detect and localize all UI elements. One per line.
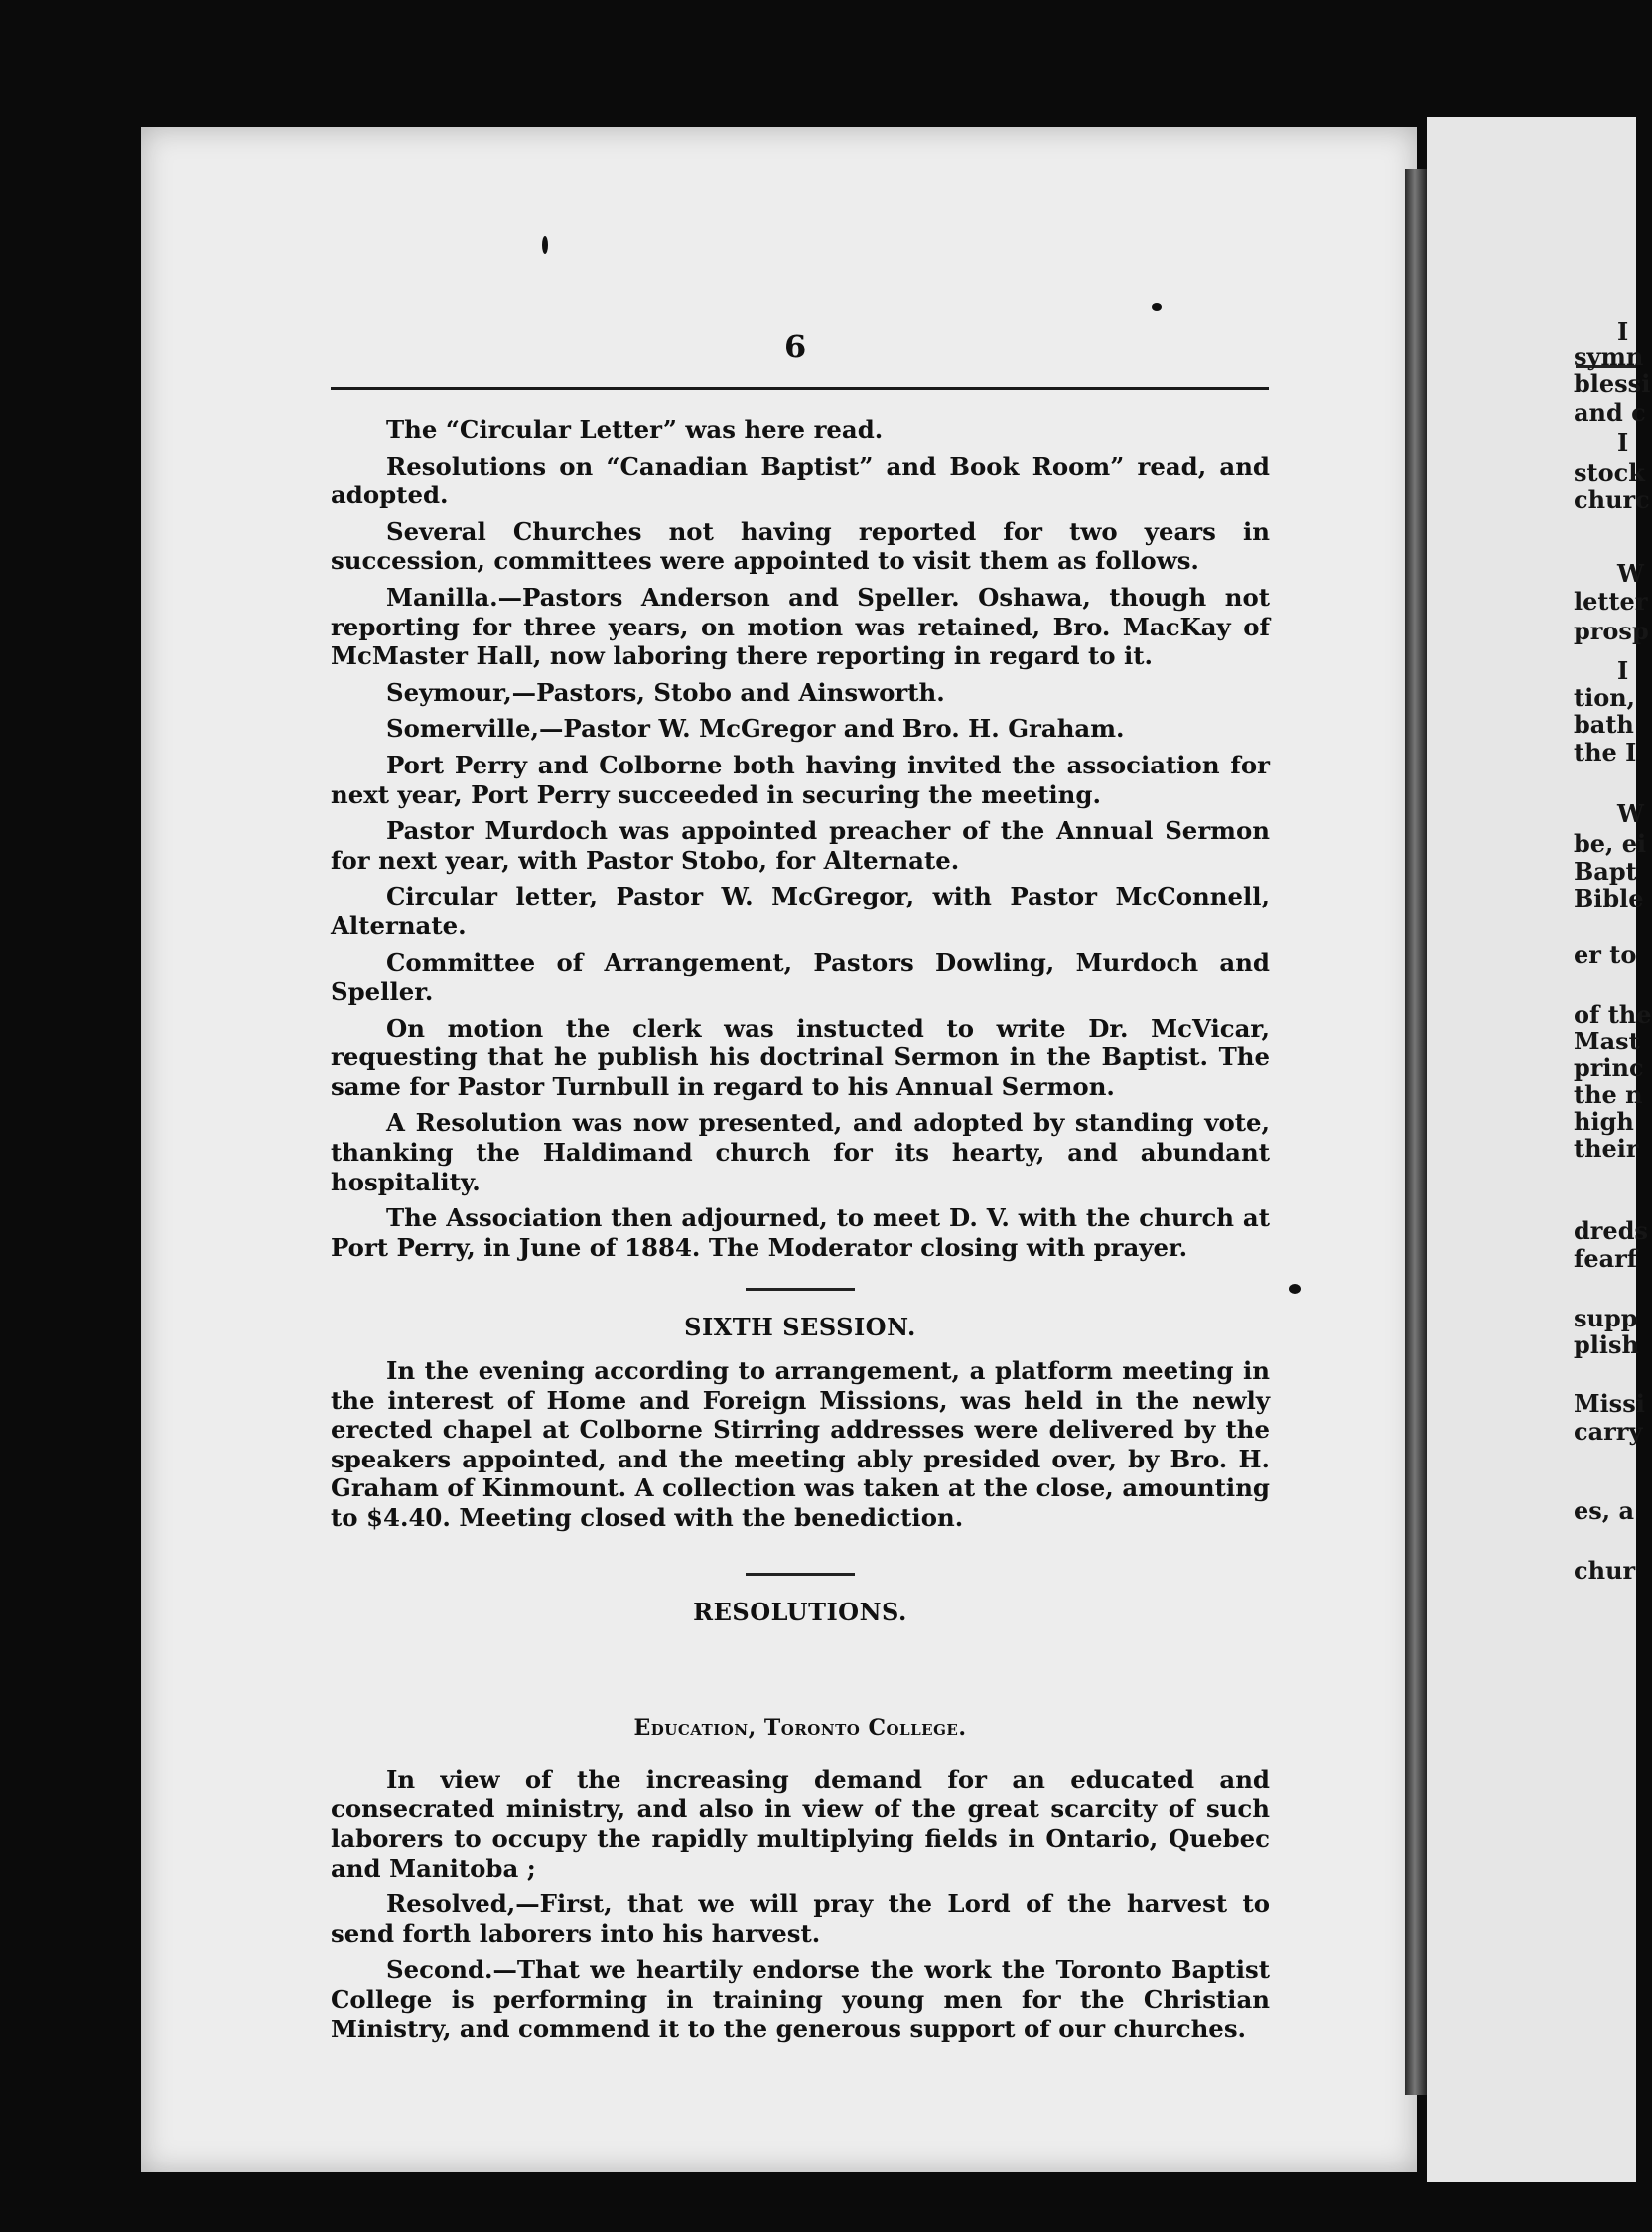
paragraph: Circular letter, Pastor W. McGregor, with Pastor McConnell, Alternate. — [331, 882, 1270, 940]
paragraph: Resolved,—First, that we will pray the Lord of the harvest to send forth laborers into his harvest. — [331, 1889, 1270, 1948]
facing-page-fragment: es, a — [1574, 1496, 1635, 1525]
facing-page-fragment: Bapt — [1574, 857, 1637, 886]
facing-page-fragment: letter — [1574, 587, 1648, 616]
facing-page-fragment: bath — [1574, 710, 1634, 739]
facing-page-fragment: carry — [1574, 1417, 1643, 1446]
paragraph: In view of the increasing demand for an educated and consecrated ministry, and also in view of the great scarcity of such laborers to occupy the rapidly multiplying fields in Ontario, Quebec and Manitoba ; — [331, 1764, 1270, 1883]
ink-mark — [1152, 303, 1162, 311]
paragraph: Manilla.—Pastors Anderson and Speller. Oshawa, though not reporting for three years, on motion was retained, Bro. MacKay of McMaster Hall, now laboring there reporting in regard to it. — [331, 582, 1270, 671]
facing-page-fragment: plish — [1574, 1330, 1639, 1359]
facing-page-fragment: prosp — [1574, 617, 1649, 645]
facing-page-fragment: princ — [1574, 1053, 1644, 1082]
paragraph: Committee of Arrangement, Pastors Dowling, Murdoch and Speller. — [331, 947, 1270, 1007]
facing-page-fragment: their — [1574, 1134, 1639, 1163]
facing-page-fragment: of the — [1574, 1000, 1652, 1029]
facing-page-fragment: high — [1574, 1107, 1634, 1136]
paragraph: Port Perry and Colborne both having invited the association for next year, Port Perry succeeded in securing the meeting. — [331, 750, 1270, 809]
facing-page-fragment: Mast — [1574, 1027, 1640, 1055]
facing-page-fragment: and c — [1574, 398, 1646, 427]
paragraph: Somerville,—Pastor W. McGregor and Bro. H. Graham. — [386, 714, 1125, 744]
page-body — [331, 415, 1270, 2043]
facing-page-fragment: symn — [1574, 343, 1644, 371]
paragraph: Pastor Murdoch was appointed preacher of the Annual Sermon for next year, with Pastor Stobo, for Alternate. — [331, 816, 1270, 875]
ink-mark — [542, 236, 548, 254]
facing-page-fragment: fearf — [1574, 1244, 1638, 1273]
facing-page-fragment: tion, — [1574, 683, 1636, 712]
facing-page-fragment: I — [1617, 317, 1629, 346]
header-rule — [331, 387, 1269, 390]
paragraph: Several Churches not having reported for two years in succession, committees were appointed to visit them as follows. — [331, 516, 1270, 576]
facing-page-fragment: W — [1617, 799, 1644, 828]
resolutions-heading: RESOLUTIONS. — [693, 1597, 907, 1626]
education-heading: Education, Toronto College. — [633, 1715, 967, 1742]
paragraph: A Resolution was now presented, and adopted by standing vote, thanking the Haldimand church for its hearty, and abundant hospitality. — [331, 1108, 1270, 1196]
facing-page-fragment: blessi — [1574, 369, 1651, 398]
facing-page — [1427, 117, 1652, 2182]
facing-page-fragment: dreds — [1574, 1216, 1648, 1245]
facing-page-fragment: W — [1617, 559, 1644, 588]
facing-page-fragment: the I — [1574, 738, 1637, 767]
facing-page-fragment: supp — [1574, 1304, 1638, 1332]
facing-page-fragment: churc — [1574, 486, 1650, 514]
facing-page-fragment: Missi — [1574, 1389, 1645, 1418]
paragraph: Resolutions on “Canadian Baptist” and Book Room” read, and adopted. — [331, 451, 1270, 510]
facing-page-fragment: er to — [1574, 940, 1637, 969]
facing-page-fragment: I — [1617, 656, 1629, 685]
facing-page-fragment: chur — [1574, 1556, 1636, 1585]
facing-page-fragment: I — [1617, 428, 1629, 457]
ink-mark — [1289, 1284, 1301, 1294]
facing-page-fragment: be, ei — [1574, 829, 1647, 858]
paragraph: Second.—That we heartily endorse the work the Toronto Baptist College is performing in training young men for the Christian Ministry, and commend it to the generous support of our churches. — [331, 1955, 1270, 2043]
facing-page-fragment: Bible — [1574, 884, 1644, 912]
page-number: 6 — [784, 328, 807, 365]
paragraph: The “Circular Letter” was here read. — [386, 415, 884, 444]
facing-page-fragment: the n — [1574, 1080, 1643, 1109]
paragraph: The Association then adjourned, to meet D. V. with the church at Port Perry, in June of 1884. The Moderator closing with prayer. — [331, 1203, 1270, 1262]
paragraph: Seymour,—Pastors, Stobo and Ainsworth. — [386, 677, 945, 707]
facing-page-fragment: stock — [1574, 458, 1645, 487]
book-gutter — [1405, 169, 1427, 2095]
paragraph: On motion the clerk was instucted to write Dr. McVicar, requesting that he publish his doctrinal Sermon in the Baptist. The same for Pastor Turnbull in regard to his Annual Sermon. — [331, 1013, 1270, 1101]
sixth-session-heading: SIXTH SESSION. — [684, 1313, 916, 1342]
paragraph: In the evening according to arrangement, a platform meeting in the interest of Home and Foreign Missions, was held in the newly erected chapel at Colborne Stirring addresses were delivered by the speakers appointed, and the meeting ably presided over, by Bro. H. Graham of Kinmount. A collection was taken at the close, amounting to $4.40. Meeting closed with the benediction. — [331, 1356, 1270, 1532]
